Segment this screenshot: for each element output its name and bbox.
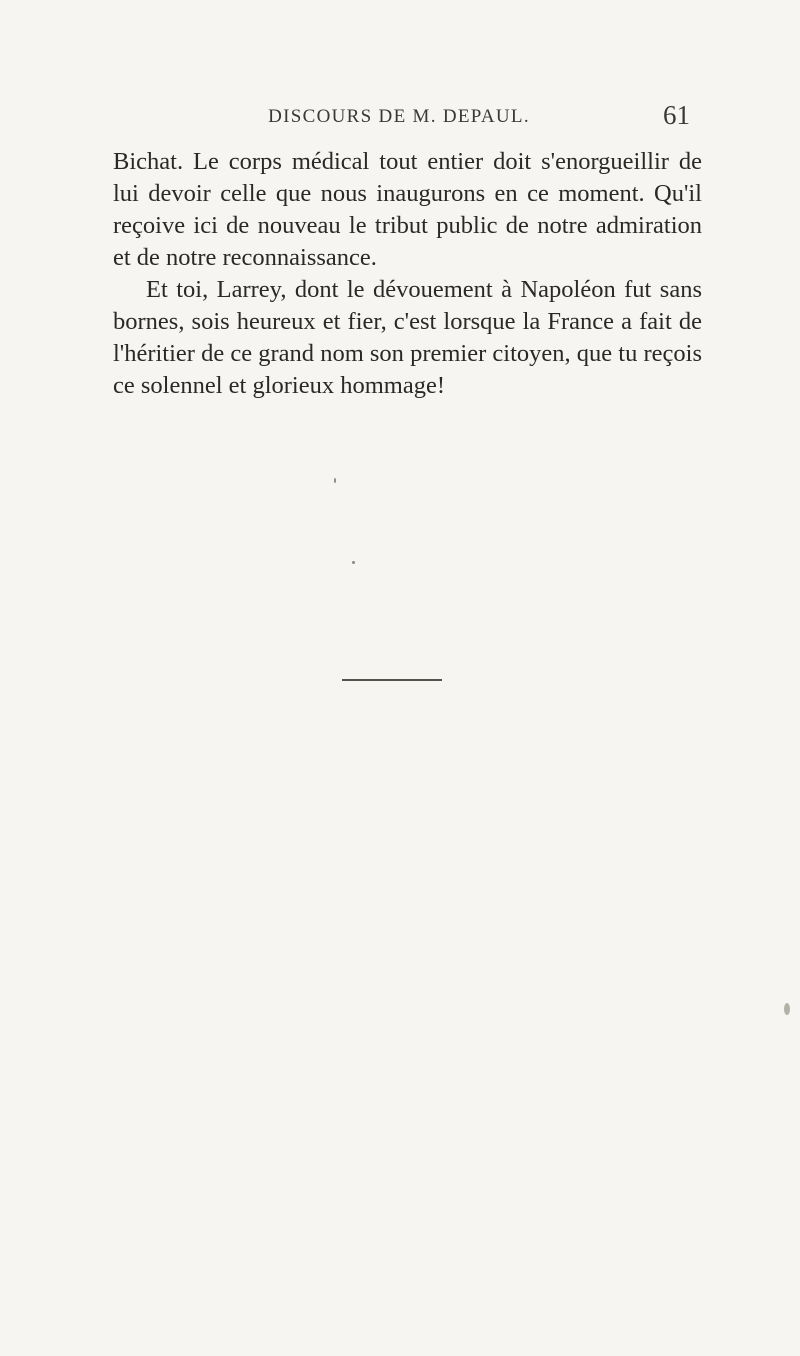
page-number: 61 xyxy=(663,100,690,130)
paper-speck xyxy=(352,561,355,564)
paragraph-larrey: Et toi, Larrey, dont le dévouement à Napoléon fut sans bornes, sois heureux et fier, c'est lorsque la France a fait de l'héritier de ce grand nom son premier citoyen, que tu reçois ce solennel et glorieux hommage! xyxy=(113,276,702,399)
running-head: DISCOURS DE M. DEPAUL. xyxy=(268,106,530,127)
body-text xyxy=(113,146,702,402)
end-rule xyxy=(342,679,442,681)
paragraph-bichat: Bichat. Le corps médical tout entier doit s'enorgueillir de lui devoir celle que nous inaugurons en ce moment. Qu'il reçoive ici de nouveau le tribut public de notre admiration et de notre reconnaissance. xyxy=(113,148,702,271)
paper-speck xyxy=(334,478,336,483)
paper-speck xyxy=(784,1003,790,1015)
